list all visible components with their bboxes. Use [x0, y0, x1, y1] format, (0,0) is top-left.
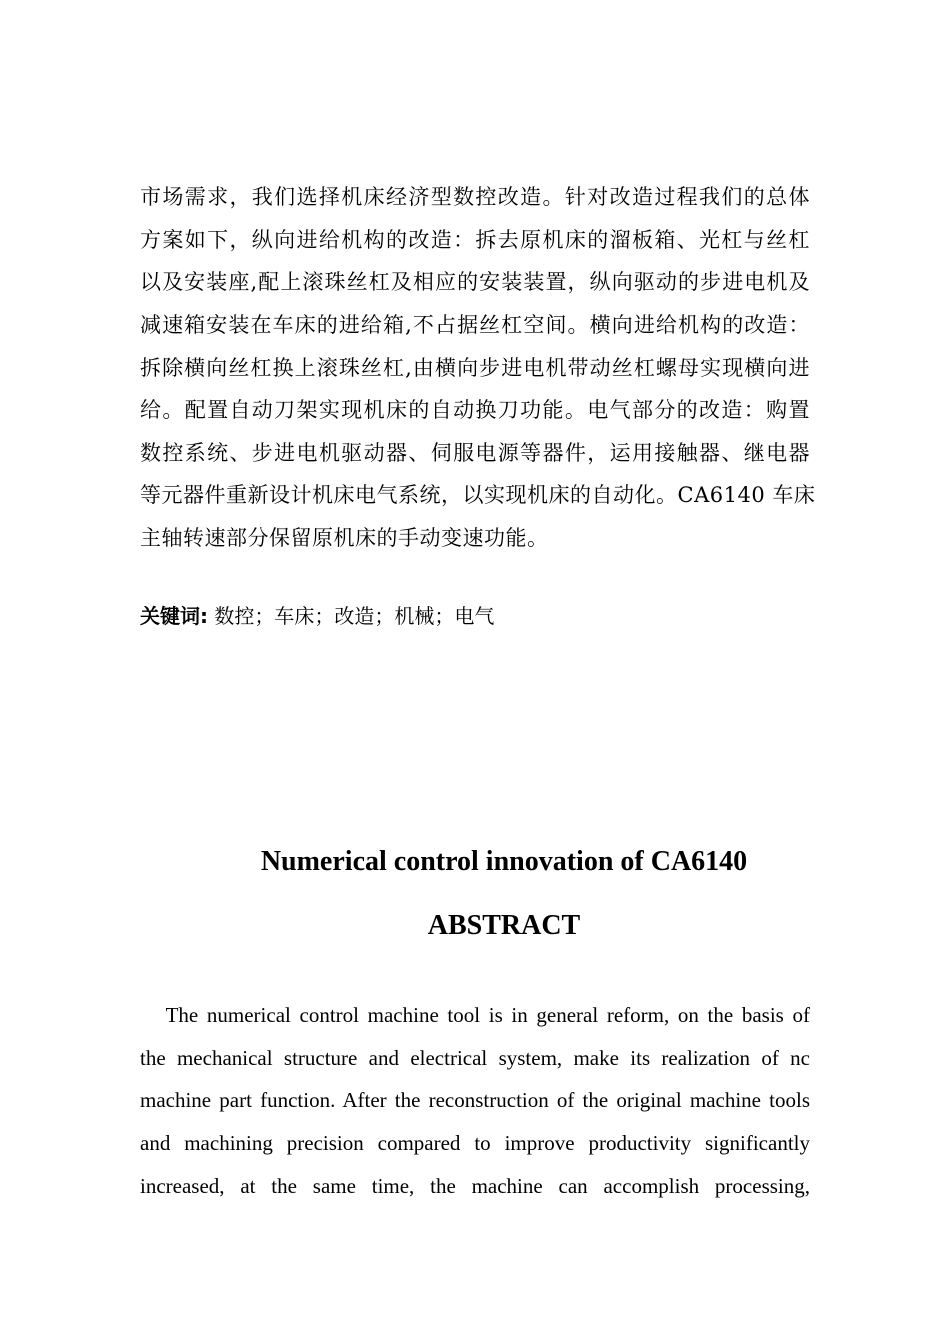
keywords-value: 数控；车床；改造；机械；电气: [208, 604, 495, 628]
keywords: [140, 602, 494, 630]
abstract-line: 市场需求，我们选择机床经济型数控改造。针对改造过程我们的总体: [140, 185, 810, 209]
abstract-line: increased, at the same time, the machine can accomplish processing,: [140, 1174, 810, 1198]
abstract-line: 主轴转速部分保留原机床的手动变速功能。: [140, 526, 549, 550]
keywords-label: 关键词:: [140, 604, 208, 628]
english-title: Numerical control innovation of CA6140: [260, 846, 748, 877]
abstract-line: 减速箱安装在车床的进给箱,不占据丝杠空间。横向进给机构的改造：: [140, 313, 810, 337]
abstract-line: 方案如下，纵向进给机构的改造：拆去原机床的溜板箱、光杠与丝杠: [140, 228, 810, 252]
abstract-heading: ABSTRACT: [427, 910, 581, 941]
abstract-line: the mechanical structure and electrical system, make its realization of nc: [140, 1046, 810, 1070]
abstract-line: 给。配置自动刀架实现机床的自动换刀功能。电气部分的改造：购置: [140, 398, 810, 422]
abstract-line: 等元器件重新设计机床电气系统，以实现机床的自动化。CA6140 车床: [140, 483, 816, 507]
abstract-line: 数控系统、步进电机驱动器、伺服电源等器件，运用接触器、继电器: [140, 441, 810, 465]
abstract-line: 拆除横向丝杠换上滚珠丝杠,由横向步进电机带动丝杠螺母实现横向进: [140, 356, 810, 380]
abstract-line: 以及安装座,配上滚珠丝杠及相应的安装装置，纵向驱动的步进电机及: [140, 270, 810, 294]
abstract-line: The numerical control machine tool is in general reform, on the basis of: [140, 1003, 810, 1027]
abstract-line: machine part function. After the reconstruction of the original machine tools: [140, 1088, 810, 1112]
abstract-line: and machining precision compared to improve productivity significantly: [140, 1131, 810, 1155]
